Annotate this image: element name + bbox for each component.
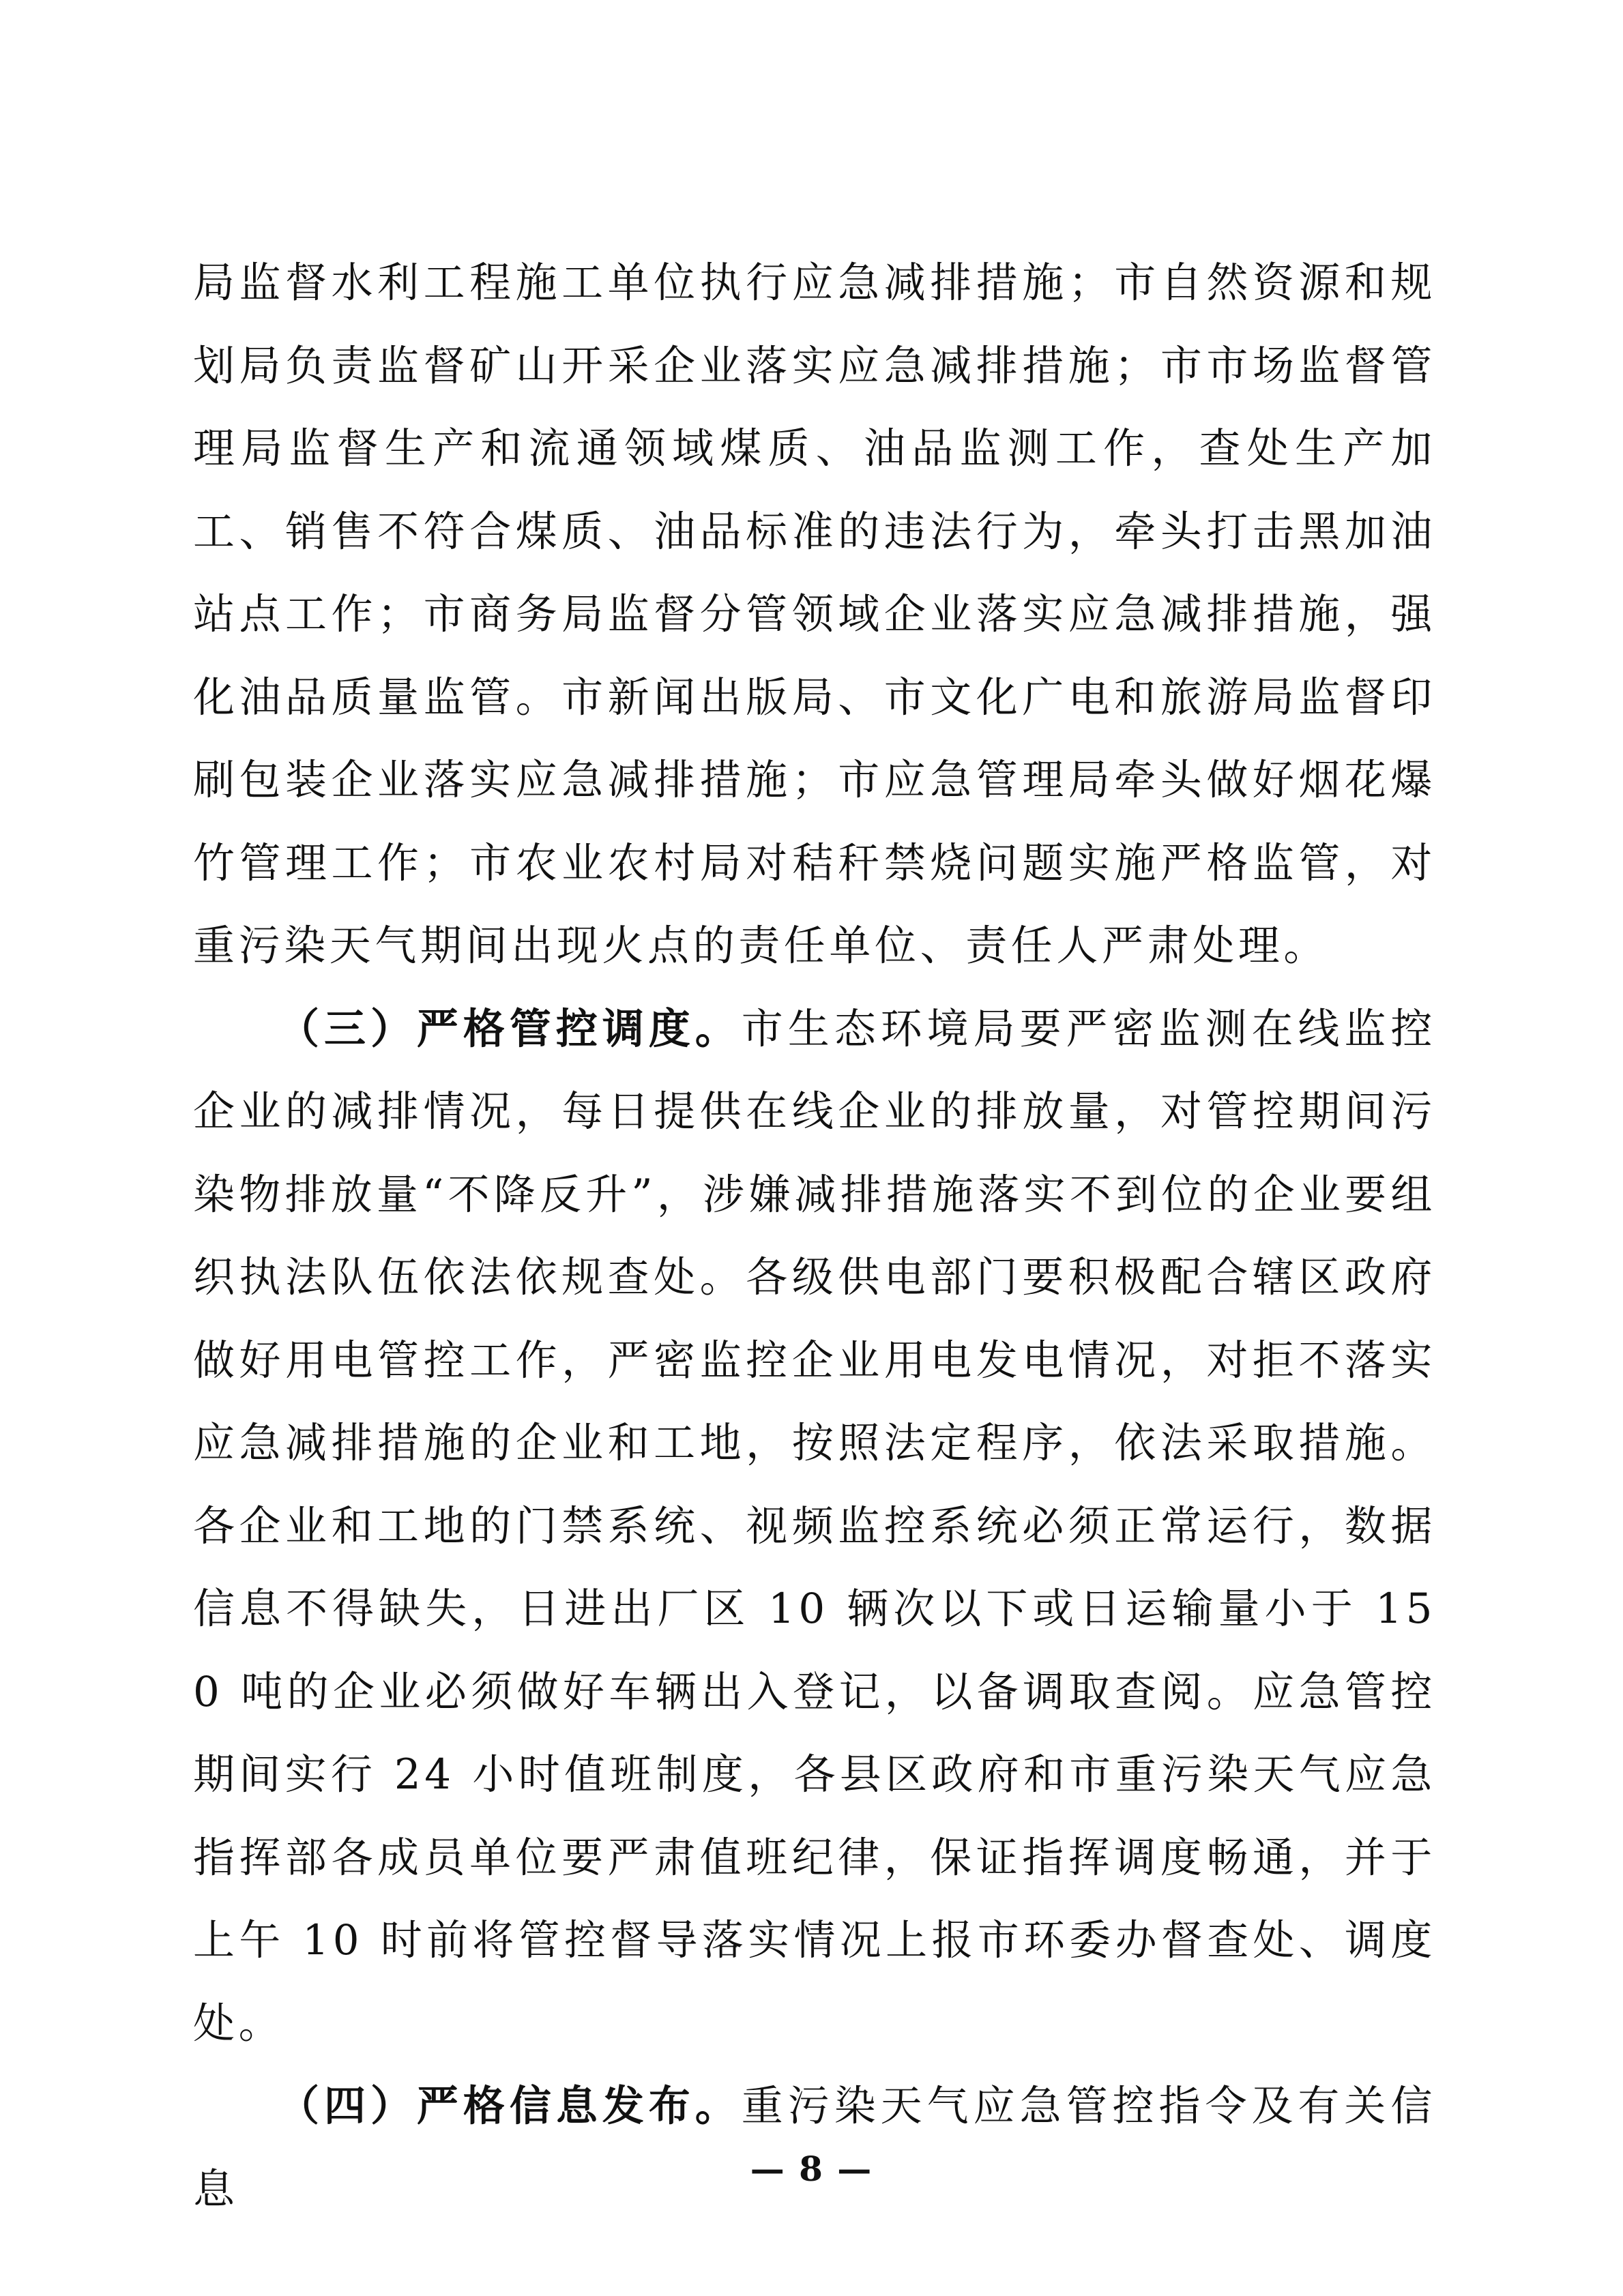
document-body: [193, 241, 1436, 2231]
paragraph-strict-control-dispatch: [193, 988, 1436, 2065]
section-heading-4: （四）严格信息发布。: [278, 2082, 742, 2130]
paragraph-body-text: 重污染天气应急管控指令及有关信息: [193, 2082, 1436, 2213]
paragraph-body-text: 局监督水利工程施工单位执行应急减排措施；市自然资源和规划局负责监督矿山开采企业落实应急减排措施；市市场监督管理局监督生产和流通领域煤质、油品监测工作，查处生产加工、销售不符合煤质、油品标准的违法行为，牵头打击黑加油站点工作；市商务局监督分管领域企业落实应急减排措施，强化油品质量监管。市新闻出版局、市文化广电和旅游局监督印刷包装企业落实应急减排措施；市应急管理局牵头做好烟花爆竹管理工作；市农业农村局对秸秆禁烧问题实施严格监管，对重污染天气期间出现火点的责任单位、责任人严肃处理。: [193, 259, 1436, 970]
paragraph-body-text: 市生态环境局要严密监测在线监控企业的减排情况，每日提供在线企业的排放量，对管控期间污染物排放量“不降反升”，涉嫌减排措施落实不到位的企业要组织执法队伍依法依规查处。各级供电部门要积极配合辖区政府做好用电管控工作，严密监控企业用电发电情况，对拒不落实应急减排措施的企业和工地，按照法定程序，依法采取措施。各企业和工地的门禁系统、视频监控系统必须正常运行，数据信息不得缺失，日进出厂区 10 辆次以下或日运输量小于 150 吨的企业必须做好车辆出入登记，以备调取查阅。应急管控期间实行 24 小时值班制度，各县区政府和市重污染天气应急指挥部各成员单位要严肃值班纪律，保证指挥调度畅通，并于上午 10 时前将管控督导落实情况上报市环委办督查处、调度处。: [193, 1004, 1436, 2048]
page-number: — 8 —: [750, 2149, 873, 2189]
paragraph-agency-duties: [193, 241, 1436, 988]
section-heading-3: （三）严格管控调度。: [278, 1004, 742, 1053]
paragraph-strict-info-release: [193, 2065, 1436, 2231]
